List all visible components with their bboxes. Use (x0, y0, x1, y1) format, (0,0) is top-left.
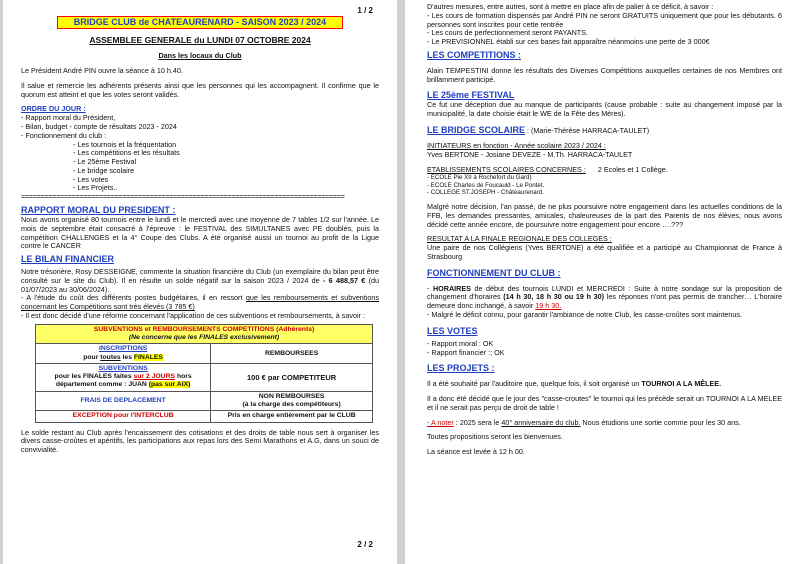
scolaire-heading: LE BRIDGE SCOLAIRE (427, 124, 526, 135)
closing-paragraph: Le solde restant au Club après l'encaissement des cotisations et des droits de table nous sert à organiser les divers casse-croûtes et apéritifs, les participations aux repas lors des Semi Marathons et A.G, dans un souci de convivialité. (21, 427, 379, 455)
finale-label: RESULTAT A LA FINALE REGIONALE DES COLLEGES : (427, 234, 612, 244)
etablissement-item: - COLLEGE ST.JOSEPH - Châteaurenard. (427, 189, 544, 197)
bilan-amount: - 6 488,57 € (322, 275, 366, 285)
votes-item: - Rapport financier :; OK (427, 347, 505, 357)
agenda-item: - Fonctionnement du club : (21, 130, 107, 140)
intro-1: Le Président André PIN ouvre la séance à 10 h.40. (21, 66, 183, 76)
initiateurs-label: INITIATEURS en fonction - Année scolaire 2023 / 2024 : (427, 140, 606, 150)
table-row: EXCEPTION pour l'INTERCLUB Pris en charge entièrement par le CLUB (36, 411, 373, 422)
projets-heading: LES PROJETS : (427, 363, 495, 374)
agenda-subitem: - Les tournois et la fréquentation (73, 139, 177, 149)
initiateurs-names: Yves BERTONE - Josiane DEVEZE - M.Th. HARRACA-TAULET (427, 149, 633, 159)
page-number-top: 1 / 2 (357, 6, 373, 15)
table-header: SUBVENTIONS et REMBOURSEMENTS COMPETITIONS (Adhérents) (Ne concerne que les FINALES exclusivement) (36, 324, 373, 344)
page-1 (3, 0, 397, 564)
agenda-title: ORDRE DU JOUR : (21, 104, 86, 114)
festival-text: Ce fut une déception due au manque de participants (cause probable : suite au changement imposé par la municipalité, la date choisie était le WE de la Fête des Mères). (427, 100, 782, 119)
page-2 (405, 0, 796, 564)
rapport-moral-text: Nous avons organisé 80 tournois entre le lundi et le mercredi avec une moyenne de 7 tables 1/2 sur l'année. Le mois de septembre était consacré à l'épreuve : le FESTIVAL des SIMULTANES avec PE doublés, puis la compétition CHALLENGES et la 4° Coupe des Clubs. A été organisé aussi un tournoi au profit de la Ligue contre le CANCER (21, 215, 379, 251)
agenda-subitem: - Les Projets.. (73, 183, 118, 193)
competitions-heading: LES COMPETITIONS : (427, 49, 522, 60)
page-number-bottom: 2 / 2 (357, 540, 373, 549)
votes-heading: LES VOTES (427, 325, 478, 336)
horaires-paragraph: - HORAIRES de début des tournois LUNDI et MERCREDI : Suite à notre sondage sur la proposition de changement d'horaires (14 h 30, 18 h 30 ou 19 h 30) les réponses n'ont pas permis de trancher… L'horaire demeure donc inchangé, à savoir 19 h 30. (427, 283, 783, 311)
scolaire-line: LE BRIDGE SCOLAIRE : (Marie-Thérèse HARRACA-TAULET) (427, 124, 650, 135)
bilan-paragraph-2: - A l'étude du coût des différents postes budgétaires, il en ressort que les remboursements et subventions concernant les Compétitions sont très élevés (3 785 €) (21, 293, 379, 312)
measures-item: - Les cours de formation dispensés par André PIN ne seront GRATUITS uniquement que pour les débutants. 6 personnes sont inscrites pour cette rentrée (427, 10, 782, 29)
projets-paragraph-2: Il a donc été décidé que le jour des "casse-croutes" le tournoi qui les précède serait un TOURNOI A LA MELEE et il ne serait pas perçu de droit de table ! (427, 394, 782, 412)
fonctionnement-heading: FONCTIONNEMENT DU CLUB : (427, 267, 561, 278)
location-line: Dans les locaux du Club (158, 51, 242, 61)
agenda-subitem: - Les votes (73, 174, 109, 184)
votes-item: - Rapport moral : OK (427, 338, 494, 348)
closing-line: La séance est levée à 12 h 00. (427, 447, 525, 457)
agenda-subitem: - Les compétitions et les résultats (73, 148, 180, 158)
intro-2: Il salue et remercie les adhérents présents ainsi que les personnes qui les accompagnent. Il confirme que le quorum est atteint et que les votes seront validés. (21, 80, 379, 99)
bilan-paragraph-3: - Il est donc décidé d'une réforme concernant l'application de ces subventions et remboursements, à savoir : (21, 311, 365, 321)
bilan-financier-heading: LE BILAN FINANCIER (21, 254, 114, 265)
festival-heading: LE 25ème FESTIVAL (427, 90, 515, 101)
measures-item: - Les cours de perfectionnement seront PAYANTS. (427, 28, 588, 38)
separator-line: =================================================================================== (21, 193, 345, 202)
rapport-moral-heading: RAPPORT MORAL DU PRESIDENT : (21, 205, 176, 216)
competitions-text: Alain TEMPESTINI donne les résultats des Diverses Compétitions auxquelles certaines de nos Membres ont brillamment participé. (427, 65, 782, 84)
agenda-subitem: - Le bridge scolaire (73, 165, 135, 175)
agenda-subitem: - Le 25ème Festival (73, 157, 137, 167)
measures-intro: D'autres mesures, entre autres, sont à mettre en place afin de palier à ce déficit, à savoir : (427, 2, 714, 11)
etablissements-line: ETABLISSEMENTS SCOLAIRES CONCERNES : 2 Ecoles et 1 Collège. (427, 164, 668, 174)
etablissement-item: - ECOLE Charles de Foucauld - Le Pontet. (427, 181, 545, 189)
malgre-paragraph: Malgré notre décision, l'an passé, de ne plus poursuivre notre engagement dans les actuelles conditions de la FFB, les demandes pressantes, amicales, chaleureuses de la part des Parents de nos élèves, nous avons décidé cette année encore, de poursuivre notre engagement pour encore ….??? (427, 201, 782, 229)
club-banner: BRIDGE CLUB de CHATEAURENARD - SAISON 2023 / 2024 (57, 16, 343, 29)
agenda-item: - Bilan, budget - compte de résultats 2023 - 2024 (21, 122, 177, 132)
casse-croutes-paragraph: - Malgré le déficit connu, pour garantir l'ambiance de notre Club, les casse-croûtes sont maintenus. (427, 309, 742, 319)
projets-paragraph-4: Toutes propositions seront les bienvenues. (427, 432, 563, 442)
measures-item: - Le PREVISIONNEL établi sur ces bases fait apparaître néanmoins une perte de 3 000€ (427, 37, 710, 47)
projets-paragraph-3: - A noter : 2025 sera le 40° anniversaire du club. Nous étudions une sortie comme pour les 30 ans. (427, 417, 741, 427)
bilan-paragraph-1: Notre trésorière, Rosy DESSEIGNE, commente la situation financière du Club (un exemplaire du bilan peut être consulté sur le site du Club). Il en résulte un solde négatif sur la saison 2023 / 2024 de - 6 488,57 € (du 01/07/2023 au 30/06/2024). (21, 267, 380, 294)
projets-paragraph-1: Il a été souhaité par l'auditoire que, quelque fois, il soit organisé un TOURNOI A LA MÊLEE. (427, 379, 722, 389)
table-row: INSCRIPTIONS pour toutes les FINALES REMBOURSEES (36, 344, 373, 364)
table-row: SUBVENTIONS pour les FINALES faites sur 2 JOURS hors département comme : JUAN (pas sur AIX) 100 € par COMPETITEUR (36, 363, 373, 391)
subventions-table (35, 324, 373, 423)
table-row: FRAIS DE DEPLACEMENT NON REMBOURSES (à la charge des compétiteurs) (36, 391, 373, 411)
assembly-title: ASSEMBLEE GENERALE du LUNDI 07 OCTOBRE 2024 (89, 34, 311, 45)
finale-text: Une paire de nos Collégiens (Yves BERTONE) a été qualifiée et a participé au Championnat de France à Strasbourg (427, 243, 782, 261)
etablissement-item: - ECOLE Pie XII à Rochefort du Gard) (427, 174, 532, 182)
agenda-item: - Rapport moral du Président, (21, 113, 116, 123)
